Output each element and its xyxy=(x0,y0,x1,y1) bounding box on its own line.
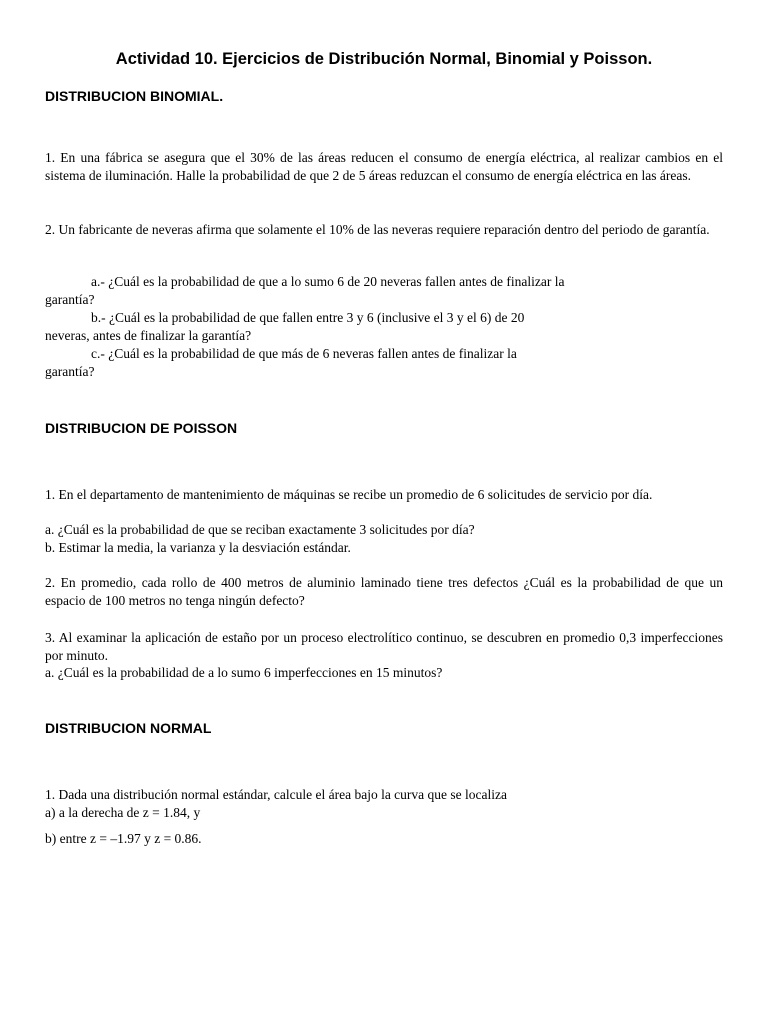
binomial-ex2-a-line1: a.- ¿Cuál es la probabilidad de que a lo sumo 6 de 20 neveras fallen antes de finalizar la xyxy=(91,274,565,289)
binomial-ex2-c-line2: garantía? xyxy=(45,364,95,379)
binomial-ex2-b-line2: neveras, antes de finalizar la garantía? xyxy=(45,328,252,343)
section-heading-normal: DISTRIBUCION NORMAL xyxy=(45,720,212,736)
binomial-ex2-b-line1: b.- ¿Cuál es la probabilidad de que fallen entre 3 y 6 (inclusive el 3 y el 6) de 20 xyxy=(91,310,525,325)
poisson-exercise-3: 3. Al examinar la aplicación de estaño por un proceso electrolítico continuo, se descubren en promedio 0,3 imperfecciones por minuto. xyxy=(45,630,723,663)
poisson-exercise-3-a: a. ¿Cuál es la probabilidad de a lo sumo 6 imperfecciones en 15 minutos? xyxy=(45,665,443,680)
normal-exercise-1-a: a) a la derecha de z = 1.84, y xyxy=(45,805,201,820)
binomial-exercise-2-subquestions xyxy=(45,273,723,381)
section-heading-binomial: DISTRIBUCION BINOMIAL. xyxy=(45,88,224,104)
section-heading-poisson: DISTRIBUCION DE POISSON xyxy=(45,420,238,436)
poisson-exercise-1: 1. En el departamento de mantenimiento de máquinas se recibe un promedio de 6 solicitudes de servicio por día. xyxy=(45,487,653,502)
binomial-exercise-1: 1. En una fábrica se asegura que el 30% de las áreas reducen el consumo de energía eléctrica, al realizar cambios en el sistema de iluminación. Halle la probabilidad de que 2 de 5 áreas reduzcan el consumo de energía eléctrica en las áreas. xyxy=(45,150,723,183)
binomial-exercise-2: 2. Un fabricante de neveras afirma que solamente el 10% de las neveras requiere reparación dentro del periodo de garantía. xyxy=(45,222,710,237)
poisson-exercise-1-a: a. ¿Cuál es la probabilidad de que se reciban exactamente 3 solicitudes por día? xyxy=(45,522,475,537)
poisson-exercise-1-b: b. Estimar la media, la varianza y la desviación estándar. xyxy=(45,540,351,555)
normal-exercise-1: 1. Dada una distribución normal estándar, calcule el área bajo la curva que se localiza xyxy=(45,787,507,802)
document-title: Actividad 10. Ejercicios de Distribución Normal, Binomial y Poisson. xyxy=(115,50,653,68)
binomial-ex2-c-line1: c.- ¿Cuál es la probabilidad de que más de 6 neveras fallen antes de finalizar la xyxy=(91,346,517,361)
normal-exercise-1-b: b) entre z = –1.97 y z = 0.86. xyxy=(45,831,202,846)
binomial-ex2-a-line2: garantía? xyxy=(45,292,95,307)
poisson-exercise-2: 2. En promedio, cada rollo de 400 metros de aluminio laminado tiene tres defectos ¿Cuál es la probabilidad de que un espacio de 100 metros no tenga ningún defecto? xyxy=(45,575,723,608)
